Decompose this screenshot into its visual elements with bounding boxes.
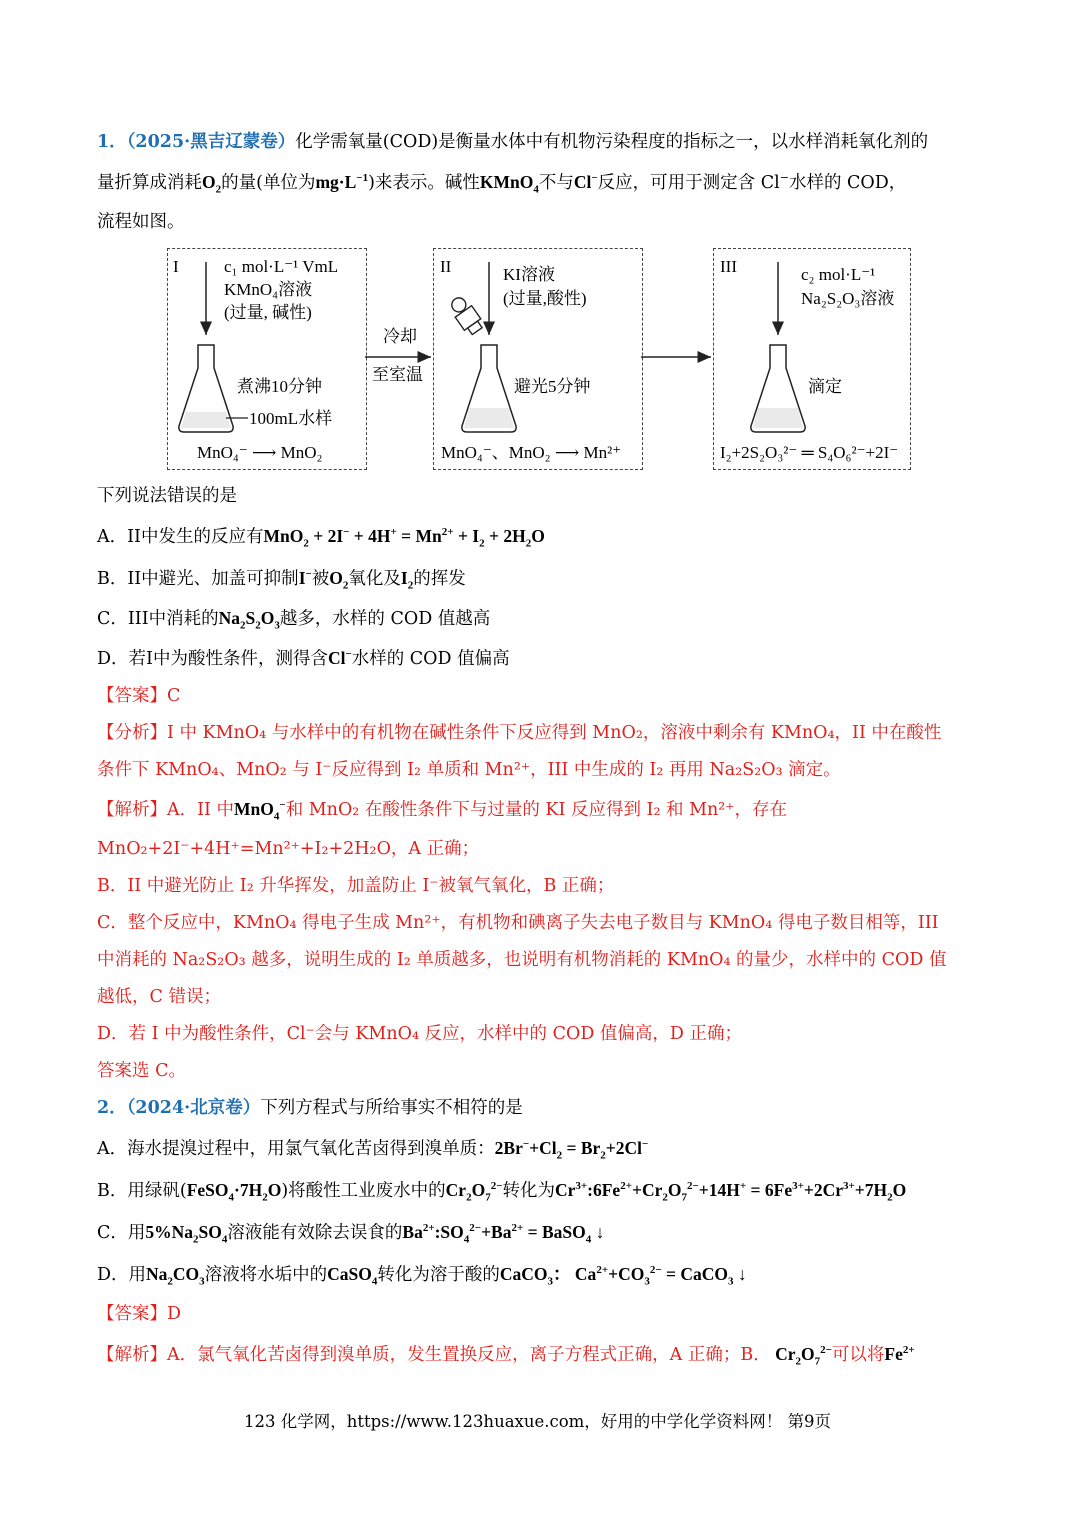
equation-q2c: $Ba^{2+}:SO_4^{2-}+Ba^{2+}$ = BaSO$_4$ ↓ <box>402 1222 605 1246</box>
box2-reagent-name: KI溶液 <box>503 265 555 284</box>
q1-option-a-text: A．II中发生的反应有 <box>97 527 264 547</box>
formula-cr2o7-b: $Cr_2O_7^{2-}$ <box>770 1344 832 1368</box>
q1-option-b-text2: 被 <box>311 569 330 589</box>
q2-explain-line1 <box>97 1342 987 1367</box>
q2-explain-text1: A．氯气氧化苦卤得到溴单质，发生置换反应，离子方程式正确，A 正确；B． <box>167 1345 771 1365</box>
q2-source: （2024·北京卷） <box>126 1098 261 1118</box>
q2-option-c-text1: C．用 <box>97 1223 146 1243</box>
formula-caso4: CaSO$_4$ <box>327 1264 378 1288</box>
box1-sample: 100mL水样 <box>249 409 333 428</box>
analysis-text1: I 中 KMnO₄ 与水样中的有机物在碱性条件下反应得到 MnO₂，溶液中剩余有 KMnO₄，II 中在酸性 <box>167 723 942 743</box>
box2-reagent-cond: (过量,酸性) <box>503 289 587 308</box>
q2-option-c-text2: 溶液能有效除去误食的 <box>227 1223 403 1243</box>
q1-explain-line4: C．整个反应中，KMnO₄ 得电子生成 Mn²⁺，有机物和碘离子失去电子数目与 KMnO₄ 得电子数目相等，III <box>97 913 939 933</box>
box3-titrate: 滴定 <box>808 377 842 396</box>
q2-explain-text2: 可以将 <box>831 1345 885 1365</box>
q1-option-a <box>97 524 987 549</box>
box2-dark: 避光5分钟 <box>514 377 591 396</box>
q1-source: （2025·黑吉辽蒙卷） <box>126 132 296 152</box>
q2-option-b-text3: 转化为 <box>502 1181 555 1201</box>
q2-number: 2． <box>97 1098 127 1118</box>
q1-number: 1． <box>97 132 127 152</box>
equation-q2d: CaCO$_3$： $Ca^{2+}+CO_3^{2-}$ = CaCO$_3$ ↓ <box>499 1264 747 1288</box>
q1-stem-line3: 流程如图。 <box>97 212 185 232</box>
formula-na2so4: $5\%Na_2SO_4$ <box>145 1222 228 1246</box>
formula-cr2o7: $Cr_2O_7^{2-}$ <box>445 1180 503 1204</box>
stopper-icon <box>447 293 486 336</box>
q1-answer: 【答案】C <box>97 686 181 706</box>
q2-option-d-text2: 溶液将水垢中的 <box>204 1265 328 1285</box>
formula-fe2-ion: $Fe^{2+}$ <box>884 1344 915 1364</box>
q1-option-c-text2: 越多，水样的 COD 值越高 <box>279 609 491 629</box>
q1-option-d <box>97 646 987 671</box>
box2-equation: MnO₄⁻、MnO₂ ⟶ Mn²⁺ <box>441 443 622 462</box>
arrow-cool-label-top: 冷却 <box>383 327 417 346</box>
q2-option-a-text: A．海水提溴过程中，用氯气氧化苦卤得到溴单质： <box>97 1139 495 1159</box>
q1-option-b <box>97 566 987 591</box>
formula-o2-b: $O_2$ <box>329 568 349 592</box>
box3-reagent-conc: c₂ mol·L⁻¹ <box>801 265 876 284</box>
q1-stem-text2a: 量折算成消耗 <box>97 173 202 193</box>
q1-option-b-text4: 的挥发 <box>413 569 466 589</box>
box1-boil: 煮沸10分钟 <box>237 377 322 396</box>
formula-cl-ion-d: Cl− <box>327 648 352 668</box>
q2-answer: 【答案】D <box>97 1304 182 1324</box>
formula-i2: $I_2$ <box>400 568 414 592</box>
q2-option-b-text2: )将酸性工业废水中的 <box>281 1181 446 1201</box>
formula-kmno4: KMnO$_4$ <box>479 172 539 196</box>
equation-q2b: $Cr^{3+}:6Fe^{2+}+Cr_2O_7^{2-}+14H^+ = 6Fe^{3+}+2Cr^{3+}+7H_2O$ <box>554 1180 907 1204</box>
q1-explain-line6: 越低，C 错误； <box>97 987 221 1007</box>
q1-option-b-text1: B．II中避光、加盖可抑制 <box>97 569 299 589</box>
formula-i-ion: I− <box>298 568 312 588</box>
box1-label: I <box>173 257 179 276</box>
box1-reagent-cond: (过量, 碱性) <box>224 303 312 322</box>
formula-mno4-ion: MnO$_4$− <box>234 799 286 823</box>
formula-cl-ion: Cl− <box>573 172 598 192</box>
box1-reagent-conc: c₁ mol·L⁻¹ VmL <box>224 257 339 276</box>
q1-option-c <box>97 606 987 631</box>
q1-stem-text2b: 的量(单位为 <box>221 173 316 193</box>
formula-o2: $O_2$ <box>202 172 222 196</box>
analysis-tag: 【分析】 <box>97 723 167 743</box>
box3-label: III <box>720 257 737 276</box>
q1-stem-line2: 量折算成消耗$O_2$的量(单位为$mg\cdot L^{-1}$)来表示。碱性KMnO$_4$不与Cl−反应，可用于测定含 Cl−水样的 COD， <box>97 171 907 196</box>
q1-option-b-text3: 氧化及 <box>348 569 401 589</box>
equation-q2a: $2Br^-+Cl_2 = Br_2+2Cl^-$ <box>494 1138 649 1162</box>
explain-tag: 【解析】 <box>97 800 167 820</box>
q1-stem-text2e: 反应，可用于测定含 Cl <box>597 173 780 193</box>
box3-reagent-name: Na₂S₂O₃溶液 <box>801 289 895 308</box>
box3-equation: I₂+2S₂O₃²⁻ ═ S₄O₆²⁻+2I⁻ <box>720 443 899 462</box>
q2-option-d <box>97 1262 987 1287</box>
q2-option-b <box>97 1178 987 1203</box>
formula-na2co3: $Na_2CO_3$ <box>146 1264 205 1288</box>
q1-stem-text2c: )来表示。碱性 <box>368 173 480 193</box>
q1-explain-line2: MnO₂+2I⁻+4H⁺=Mn²⁺+I₂+2H₂O，A 正确； <box>97 839 480 859</box>
q1-explain-line8: 答案选 C。 <box>97 1061 186 1081</box>
q1-option-d-text2: 水样的 COD 值偏高 <box>351 649 510 669</box>
box1-equation: MnO₄⁻ ⟶ MnO₂ <box>197 443 323 462</box>
box2-label: II <box>440 257 452 276</box>
page-footer: 123 化学网，https://www.123huaxue.com，好用的中学化学资料网！ 第9页 <box>243 1412 832 1431</box>
q2-stem-text: 下列方程式与所给事实不相符的是 <box>260 1098 523 1118</box>
q1-stem-text2d: 不与 <box>538 173 574 193</box>
q2-option-d-text3: 转化为溶于酸的 <box>377 1265 500 1285</box>
q2-option-a <box>97 1136 987 1161</box>
box1-reagent-name: KMnO₄溶液 <box>224 280 313 299</box>
explain-text1a: A．II 中 <box>167 800 235 820</box>
q2-option-d-text1: D．用 <box>97 1265 147 1285</box>
q1-analysis-line1 <box>97 721 987 745</box>
q2-option-b-text1: B．用绿矾( <box>97 1181 187 1201</box>
formula-feso4: $FeSO_4\cdot 7H_2O$ <box>186 1180 282 1204</box>
q1-explain-line1 <box>97 797 987 822</box>
q2-stem <box>97 1096 987 1120</box>
unit-mg-per-l: $mg\cdot L^{-1}$ <box>315 172 369 192</box>
q1-explain-line5: 中消耗的 Na₂S₂O₃ 越多，说明生成的 I₂ 单质越多，也说明有机物消耗的 KMnO₄ 的量少，水样中的 COD 值 <box>97 950 947 970</box>
equation-a: $MnO_2 + 2I^- + 4H^+ = Mn^{2+} + I_2 + 2H_2O$ <box>263 526 545 550</box>
q1-option-c-text1: C．III中消耗的 <box>97 609 219 629</box>
formula-na2s2o3: $Na_2S_2O_3$ <box>218 608 280 632</box>
q1-option-d-text1: D．若I中为酸性条件，测得含 <box>97 649 328 669</box>
q2-explain-tag: 【解析】 <box>97 1345 167 1365</box>
arrow-cool-label-bottom: 至室温 <box>372 365 423 384</box>
q1-prompt: 下列说法错误的是 <box>97 486 237 506</box>
q1-stem-text1: 化学需氧量(COD)是衡量水体中有机物污染程度的指标之一，以水样消耗氧化剂的 <box>295 132 929 152</box>
q1-stem-text2f: 水样的 COD， <box>788 173 907 193</box>
q1-analysis-line2: 条件下 KMnO₄、MnO₂ 与 I⁻反应得到 I₂ 单质和 Mn²⁺，III 中生成的 I₂ 再用 Na₂S₂O₃ 滴定。 <box>97 760 841 780</box>
q1-explain-line3: B．II 中避光防止 I₂ 升华挥发，加盖防止 I⁻被氧气氧化，B 正确； <box>97 876 615 896</box>
diagram-graphics <box>0 0 1075 500</box>
explain-text1b: 和 MnO₂ 在酸性条件下与过量的 KI 反应得到 I₂ 和 Mn²⁺，存在 <box>285 800 788 820</box>
q2-option-c <box>97 1220 987 1245</box>
q1-explain-line7: D．若 I 中为酸性条件，Cl⁻会与 KMnO₄ 反应，水样中的 COD 值偏高，D 正确； <box>97 1024 743 1044</box>
